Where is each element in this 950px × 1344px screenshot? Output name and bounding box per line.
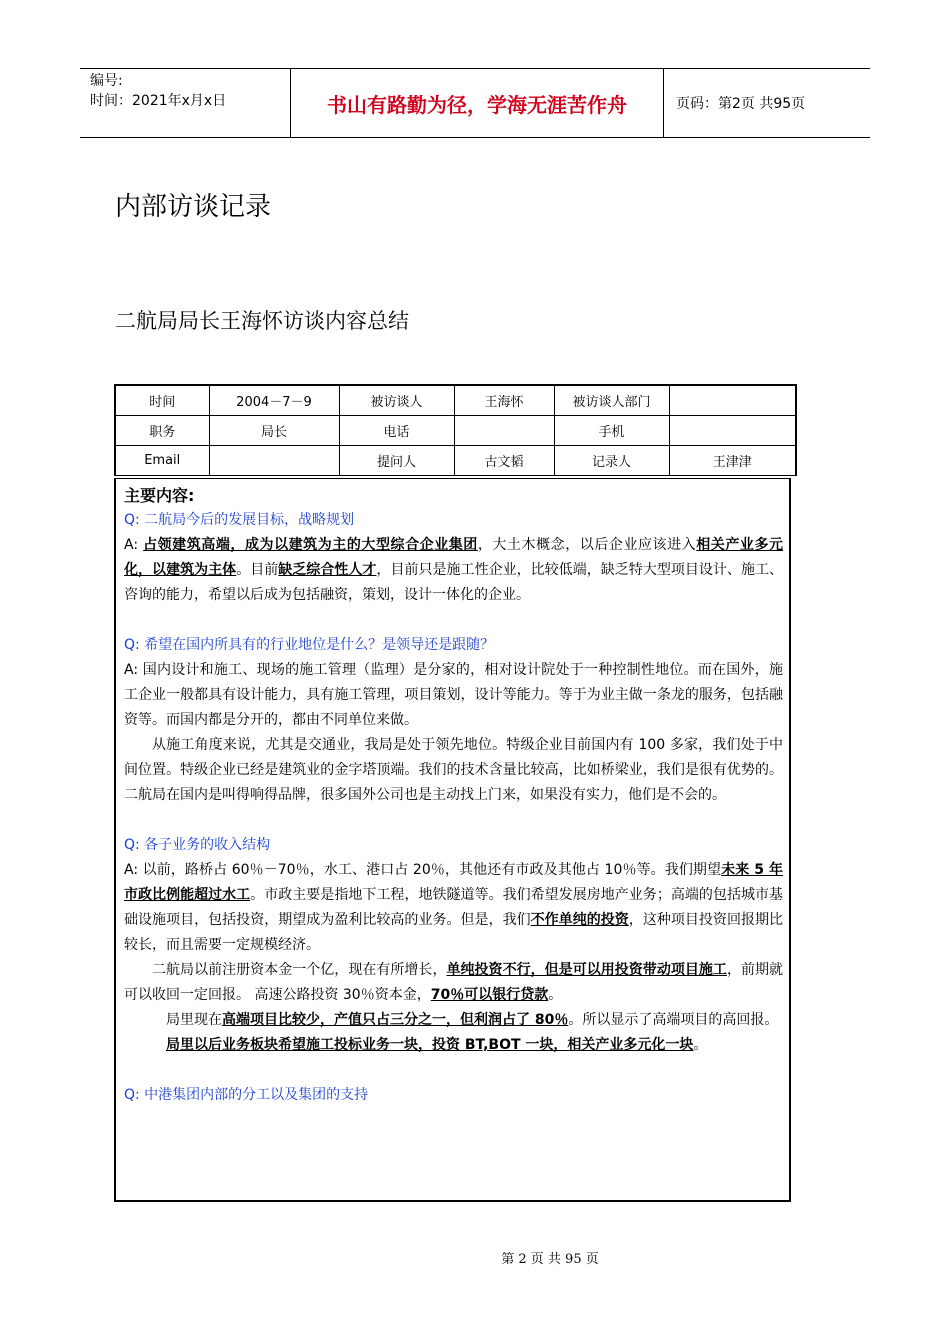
question-3: Q: 各子业务的收入结构 bbox=[124, 837, 271, 853]
table-cell bbox=[669, 385, 796, 416]
key-point: 单纯投资不行，但是可以用投资带动项目施工 bbox=[446, 962, 727, 978]
question-1: Q: 二航局今后的发展目标，战略规划 bbox=[124, 512, 355, 528]
table-cell: 局长 bbox=[209, 416, 339, 446]
answer-3-para-2 bbox=[124, 958, 783, 1008]
answer-text: 。目前 bbox=[236, 562, 279, 578]
doc-number-label: 编号: bbox=[90, 73, 123, 89]
page-footer: 第 2 页 共 95 页 bbox=[501, 1252, 599, 1267]
key-point: 相关产业多元化，以建筑为主体 bbox=[124, 537, 784, 578]
header-page-info: 页码：第2页 共95页 bbox=[676, 96, 806, 112]
answer-2-para-1: A: 国内设计和施工、现场的施工管理（监理）是分家的，相对设计院处于一种控制性地位。而在国外，施工企业一般都具有设计能力，具有施工管理，项目策划，设计等能力。等于为业主做一条龙的服务，包括融资等。而国内都是分开的，都由不同单位来做。 bbox=[124, 662, 783, 728]
answer-text: 二航局以前注册资本金一个亿，现在有所增长， bbox=[152, 962, 447, 978]
key-point: 不作单纯的投资 bbox=[530, 912, 629, 928]
key-point: 70％可以银行贷款 bbox=[430, 987, 549, 1003]
answer-3-para-3 bbox=[124, 1008, 783, 1033]
content-title: 主要内容: bbox=[124, 486, 195, 505]
table-cell: Email bbox=[115, 446, 209, 476]
interview-info-table bbox=[114, 384, 797, 476]
answer-text: 。所以显示了高端项目的高回报。 bbox=[568, 1012, 779, 1028]
answer-3-para-4 bbox=[124, 1033, 783, 1058]
answer-text: 。市政主要是指地下工程，地铁隧道等。我们希望发展房地产业务；高端的包括城市基础设施项目，包括投资，期望成为盈利比较高的业务。但是，我们 bbox=[124, 887, 784, 928]
table-cell bbox=[669, 416, 796, 446]
answer-2-para-2: 从施工角度来说，尤其是交通业，我局是处于领先地位。特级企业目前国内有 100 多家，我们处于中间位置。特级企业已经是建筑业的金字塔顶端。我们的技术含量比较高，比如桥梁业，我们是很有优势的。二航局在国内是叫得响得品牌，很多国外公司也是主动找上门来，如果没有实力，他们是不会的。 bbox=[124, 737, 783, 803]
answer-3-para-1 bbox=[124, 858, 783, 958]
table-cell: 职务 bbox=[115, 416, 209, 446]
question-4: Q: 中港集团内部的分工以及集团的支持 bbox=[124, 1087, 369, 1103]
key-point: 未来 5 年市政比例能超过水工 bbox=[124, 862, 783, 903]
table-row bbox=[115, 416, 796, 446]
doc-title: 内部访谈记录 bbox=[115, 192, 272, 222]
interview-content bbox=[114, 478, 791, 1202]
table-cell: 王津津 bbox=[669, 446, 796, 476]
table-cell bbox=[209, 446, 339, 476]
table-cell bbox=[454, 416, 554, 446]
table-cell: 手机 bbox=[554, 416, 669, 446]
table-cell: 2004－7－9 bbox=[209, 385, 339, 416]
table-cell: 古文韬 bbox=[454, 446, 554, 476]
table-cell: 王海怀 bbox=[454, 385, 554, 416]
key-point: 占领建筑高端，成为以建筑为主的大型综合企业集团 bbox=[143, 537, 478, 553]
key-point: 局里以后业务板块希望施工投标业务一块，投资 BT,BOT 一块，相关产业多元化一块 bbox=[166, 1037, 694, 1053]
table-cell: 时间 bbox=[115, 385, 209, 416]
table-row bbox=[115, 385, 796, 416]
answer-text: ，大土木概念，以后企业应该进入 bbox=[477, 537, 697, 553]
answer-prefix: A: bbox=[124, 537, 144, 553]
answer-text: 。 bbox=[693, 1037, 708, 1053]
key-point: 缺乏综合性人才 bbox=[278, 562, 377, 578]
table-row bbox=[115, 446, 796, 476]
answer-text: ，这种项目投资回报期比较长，而且需要一定规模经济。 bbox=[124, 912, 784, 953]
table-cell: 被访谈人 bbox=[339, 385, 454, 416]
answer-text: ，目前只是施工性企业，比较低端，缺乏特大型项目设计、施工、咨询的能力，希望以后成为包括融资，策划，设计一体化的企业。 bbox=[124, 562, 784, 603]
answer-text: ，前期就可以收回一定回报。 高速公路投资 30％资本金， bbox=[124, 962, 784, 1003]
header-motto: 书山有路勤为径，学海无涯苦作舟 bbox=[291, 69, 664, 137]
table-cell: 提问人 bbox=[339, 446, 454, 476]
question-2: Q: 希望在国内所具有的行业地位是什么？是领导还是跟随？ bbox=[124, 637, 495, 653]
table-cell: 被访谈人部门 bbox=[554, 385, 669, 416]
page-header bbox=[80, 68, 870, 138]
header-meta bbox=[80, 69, 291, 137]
key-point: 高端项目比较少，产值只占三分之一，但利润占了 80％ bbox=[222, 1012, 569, 1028]
section-title: 二航局局长王海怀访谈内容总结 bbox=[115, 309, 409, 333]
doc-time-label: 时间：2021年x月x日 bbox=[90, 93, 227, 109]
table-cell: 记录人 bbox=[554, 446, 669, 476]
answer-text: A: 以前，路桥占 60％－70％，水工、港口占 20％，其他还有市政及其他占 10％等。我们期望 bbox=[124, 862, 722, 878]
table-cell: 电话 bbox=[339, 416, 454, 446]
answer-1 bbox=[124, 533, 783, 608]
answer-text: 。 bbox=[548, 987, 563, 1003]
answer-text: 局里现在 bbox=[166, 1012, 222, 1028]
